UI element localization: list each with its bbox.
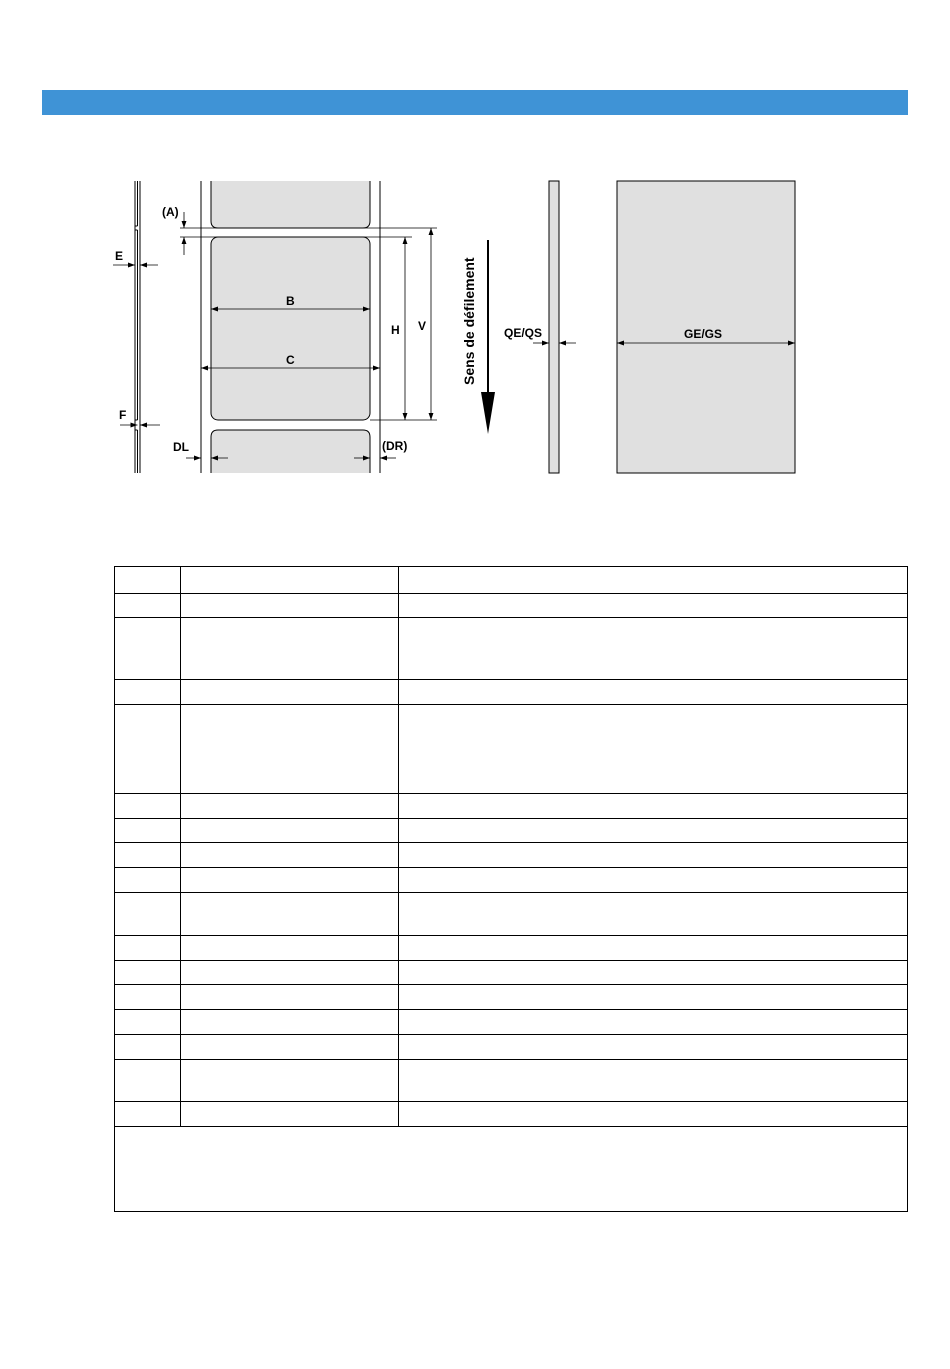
cell-code [115,680,181,705]
cell-value [399,1060,908,1102]
label-top [211,181,370,228]
table-row [115,680,908,705]
cell-desc [181,1035,399,1060]
cell-value [399,618,908,680]
feed-direction-arrow [481,240,495,434]
cell-desc [181,1060,399,1102]
table-row [115,961,908,985]
cell-value [399,843,908,868]
cell-value [399,794,908,819]
table-row [115,594,908,618]
cell-value [399,1010,908,1035]
cell-code [115,794,181,819]
cell-desc [181,680,399,705]
cell-code [115,1035,181,1060]
cell-code [115,985,181,1010]
cell-value [399,705,908,794]
cell-desc [181,705,399,794]
table-row [115,893,908,936]
table-row [115,985,908,1010]
label-a: (A) [162,205,179,219]
label-dr: (DR) [382,439,408,453]
table-row [115,1060,908,1102]
cell-code [115,1060,181,1102]
material-thickness-strip [549,181,559,473]
table-row [115,794,908,819]
feed-direction-label: Sens de défilement [461,257,477,385]
table-row [115,705,908,794]
side-profile-strip [135,181,140,473]
cell-code [115,705,181,794]
cell-value [399,936,908,961]
cell-desc [181,1102,399,1127]
cell-value [399,868,908,893]
table-row [115,936,908,961]
cell-desc [181,819,399,843]
cell-desc [181,868,399,893]
cell-code [115,936,181,961]
table-row [115,618,908,680]
cell-value [399,680,908,705]
table-row [115,567,908,594]
cell-desc [181,567,399,594]
label-h: H [391,323,400,337]
table-footnote [115,1127,908,1212]
cell-value [399,961,908,985]
cell-code [115,843,181,868]
label-v: V [418,319,427,333]
table-row [115,819,908,843]
cell-code [115,961,181,985]
cell-code [115,868,181,893]
spec-table [114,566,908,1212]
label-middle [211,237,370,420]
cell-value [399,893,908,936]
cell-value [399,594,908,618]
cell-desc [181,594,399,618]
cell-desc [181,618,399,680]
table-row [115,1035,908,1060]
label-ge-gs: GE/GS [684,327,723,341]
cell-code [115,819,181,843]
table-row [115,843,908,868]
cell-value [399,567,908,594]
label-dimension-diagram [0,0,950,500]
cell-code [115,618,181,680]
cell-value [399,1102,908,1127]
cell-code [115,1010,181,1035]
label-e: E [115,249,124,263]
cell-code [115,893,181,936]
label-dl: DL [173,440,189,454]
cell-code [115,1102,181,1127]
label-bottom [211,430,370,473]
cell-value [399,985,908,1010]
cell-code [115,594,181,618]
label-c: C [286,353,295,367]
cell-desc [181,843,399,868]
cell-code [115,567,181,594]
table-row [115,1102,908,1127]
label-qe-qs: QE/QS [504,326,543,340]
cell-desc [181,1010,399,1035]
cell-desc [181,961,399,985]
cell-value [399,1035,908,1060]
label-f: F [119,408,127,422]
cell-desc [181,794,399,819]
table-row [115,1010,908,1035]
cell-desc [181,936,399,961]
cell-desc [181,893,399,936]
table-row [115,868,908,893]
cell-desc [181,985,399,1010]
table-footnote-row [115,1127,908,1212]
label-b: B [286,294,295,308]
cell-value [399,819,908,843]
